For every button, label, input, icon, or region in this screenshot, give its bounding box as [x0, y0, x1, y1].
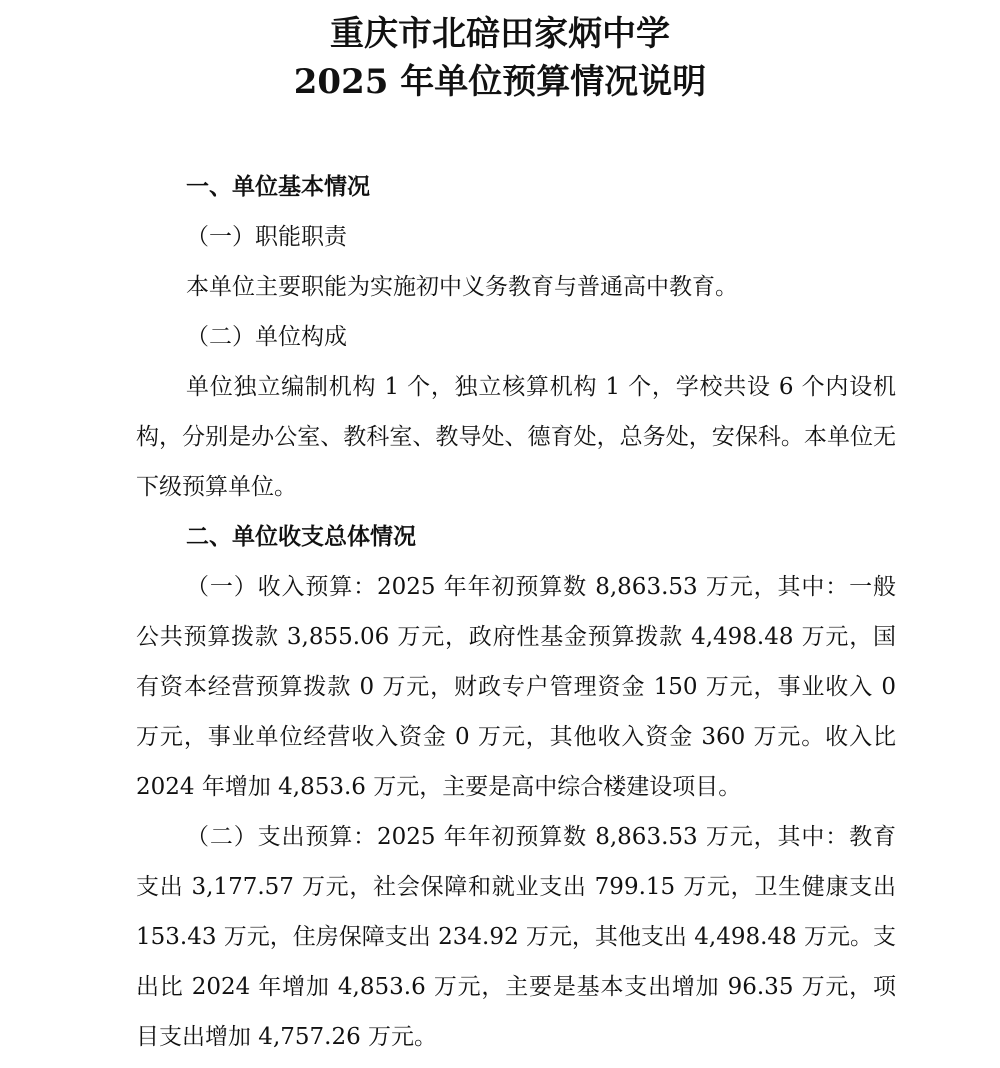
- section1-sub2-text: 单位独立编制机构 1 个，独立核算机构 1 个，学校共设 6 个内设机构，分别是办公室、教科室、教导处、德育处，总务处，安保科。本单位无下级预算单位。: [136, 374, 896, 500]
- document-title-line2: 2025 年单位预算情况说明: [293, 62, 707, 102]
- section2-income-text: （一）收入预算：2025 年年初预算数 8,863.53 万元，其中：一般公共预算拨款 3,855.06 万元，政府性基金预算拨款 4,498.48 万元，国有资本经营预算拨款 0 万元，财政专户管理资金 150 万元，事业收入 0 万元，事业单位经营收入资金 0 万元，其他收入资金 360 万元。收入比 2024 年增加 4,853.6 万元，主要是高中综合楼建设项目。: [136, 574, 896, 800]
- section1-sub1-heading: （一）职能职责: [186, 224, 347, 250]
- section1-sub2-heading: （二）单位构成: [186, 324, 347, 350]
- section1-sub1-text: 本单位主要职能为实施初中义务教育与普通高中教育。: [186, 274, 738, 300]
- section1-heading: 一、单位基本情况: [186, 173, 370, 200]
- section2-heading: 二、单位收支总体情况: [186, 523, 416, 550]
- document-title-line1: 重庆市北碚田家炳中学: [330, 14, 670, 54]
- section2-expense-text: （二）支出预算：2025 年年初预算数 8,863.53 万元，其中：教育支出 3,177.57 万元，社会保障和就业支出 799.15 万元，卫生健康支出 153.43 万元，住房保障支出 234.92 万元，其他支出 4,498.48 万元。支出比 2024 年增加 4,853.6 万元，主要是基本支出增加 96.35 万元，项目支出增加 4,757.26 万元。: [136, 824, 896, 1050]
